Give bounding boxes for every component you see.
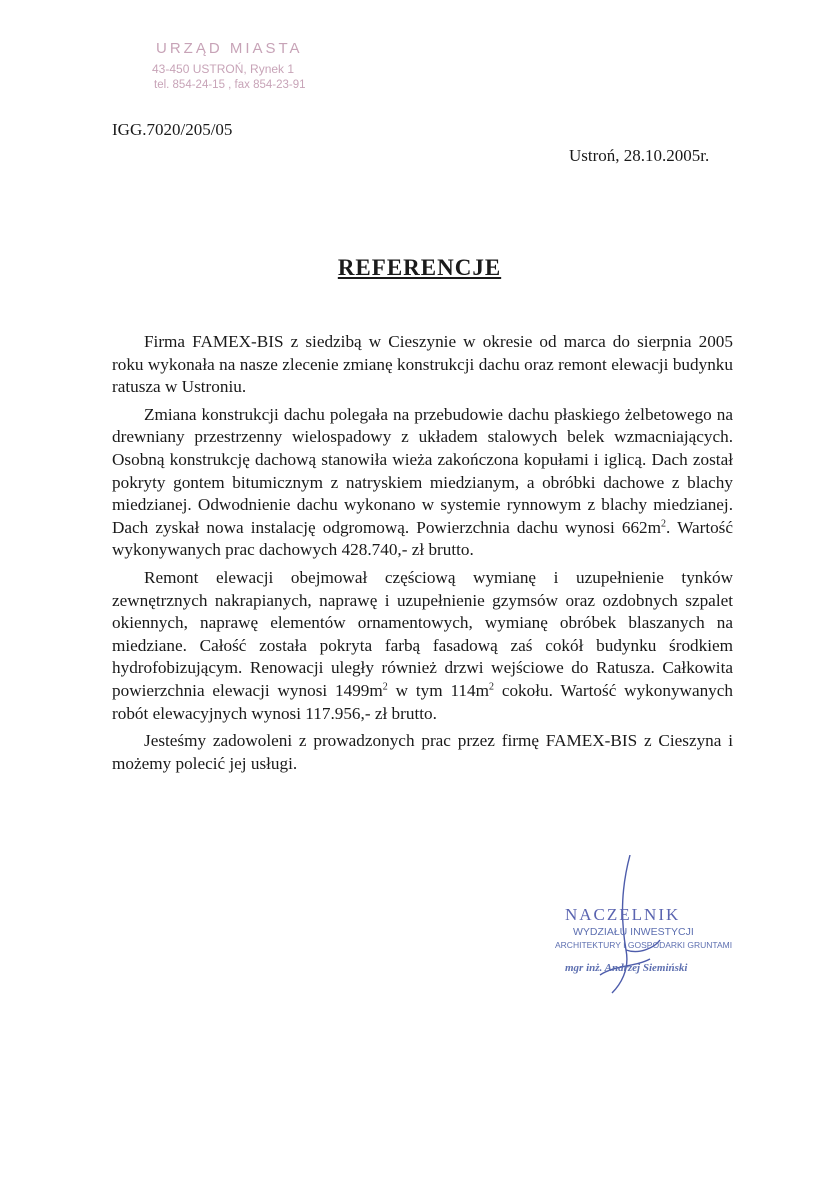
signature-stamp (555, 905, 755, 974)
paragraph-3: Remont elewacji obejmował częściową wymianę i uzupełnienie tynków zewnętrznych nakrapianych, naprawę i uzupełnienie gzymsów oraz ozdobnych szpalet okiennych, naprawę elementów ornamentowych, wymianę obróbek blaszanych na miedziane. Całość została pokryta farbą fasadową zaś cokół budynku środkiem hydrofobizującym. Renowacji uległy również drzwi wejściowe do Ratusza. Całkowita powierzchnia elewacji wynosi $1499m^2$ w tym $114m^2$ cokołu. Wartość wykonywanych robót elewacyjnych wynosi 117.956,- zł brutto. (112, 567, 734, 723)
paragraph-1: Firma FAMEX-BIS z siedzibą w Cieszynie w okresie od marca do sierpnia 2005 roku wykonała na nasze zlecenie zmianę konstrukcji dachu oraz remont elewacji budynku ratusza w Ustroniu. (112, 332, 733, 397)
stamp-phone-fax: tel. 854-24-15 , fax 854-23-91 (154, 79, 306, 91)
signature-department-sub: ARCHITEKTURY I GOSPODARKI GRUNTAMI (555, 940, 733, 950)
stamp-address: 43-450 USTROŃ, Rynek 1 (152, 62, 295, 76)
letter-body (112, 331, 733, 780)
reference-number: IGG.7020/205/05 (112, 120, 233, 139)
signature-department: WYDZIAŁU INWESTYCJI (573, 926, 694, 938)
office-header-stamp (150, 40, 306, 91)
signatory-name: mgr inż. Andrzej Siemiński (565, 962, 688, 974)
document-title: REFERENCJE (337, 255, 502, 280)
place-and-date: Ustroń, 28.10.2005r. (569, 146, 710, 165)
paragraph-4: Jesteśmy zadowoleni z prowadzonych prac przez firmę FAMEX-BIS z Cieszyna i możemy polecić jej usługi. (112, 731, 733, 773)
paragraph-2: Zmiana konstrukcji dachu polegała na przebudowie dachu płaskiego żelbetowego na drewniany przestrzenny wielospadowy z układem stalowych belek wzmacniających. Osobną konstrukcję dachową stanowiła wieża zakończona kopułami i iglicą. Dach został pokryty gontem bitumicznym z natryskiem miedzianym, a obróbki dachowe z blachy miedzianej. Odwodnienie dachu wykonano w systemie rynnowym z blachy miedzianej. Dach zyskał nowa instalację odgromową. Powierzchnia dachu wynosi $662m^2$. Wartość wykonywanych prac dachowych 428.740,- zł brutto. (112, 404, 733, 560)
stamp-office-name: URZĄD MIASTA (156, 40, 303, 57)
signature-title: NACZELNIK (565, 905, 681, 924)
